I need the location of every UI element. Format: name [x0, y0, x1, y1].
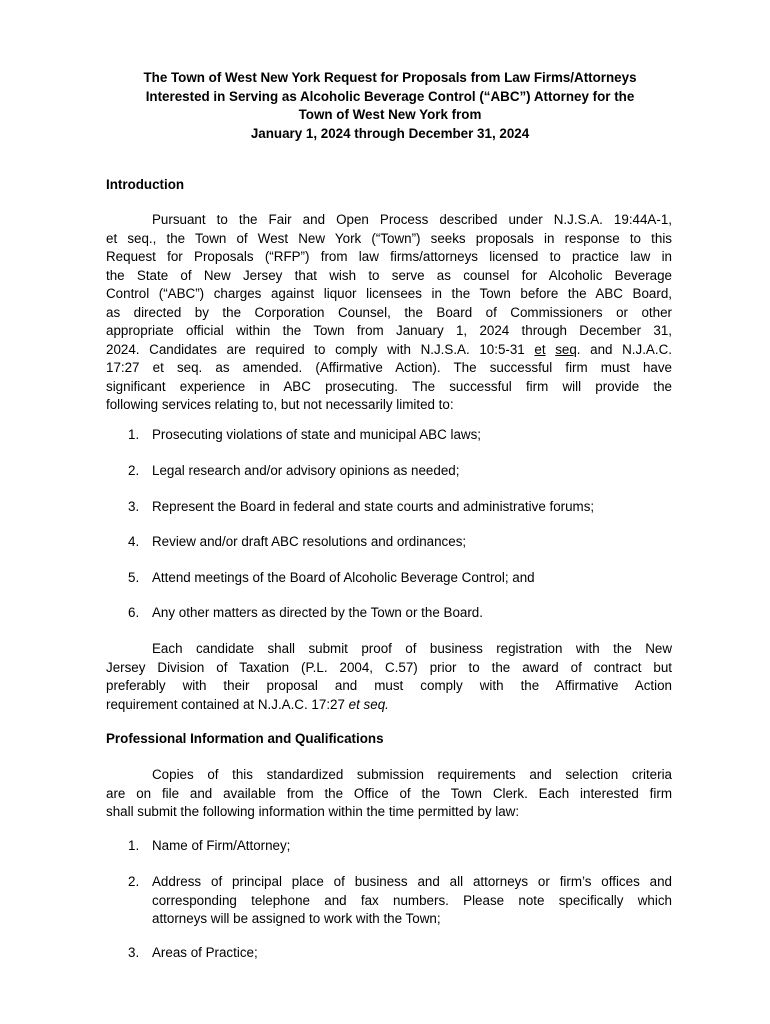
text-segment: requirement contained at N.J.A.C. 17:27 — [106, 696, 345, 712]
paragraph-line: shall submit the following information within the time permitted by law: — [106, 804, 520, 819]
paragraph-line: following services relating to, but not necessarily limited to: — [106, 397, 454, 412]
paragraph-line: appropriate official within the Town from January 1, 2024 through December 31, — [106, 323, 672, 338]
text-segment: . and N.J.A.C. — [576, 341, 672, 357]
list-number: 3. — [128, 499, 140, 514]
list-text — [152, 837, 672, 856]
list-text: Attend meetings of the Board of Alcoholic Beverage Control; and — [152, 570, 535, 585]
list-number: 1. — [128, 427, 140, 442]
list-text: Represent the Board in federal and state courts and administrative forums; — [152, 499, 595, 514]
list-text: Legal research and/or advisory opinions as needed; — [152, 463, 460, 478]
list-number: 4. — [128, 534, 140, 549]
list-number: 3. — [128, 945, 140, 960]
list-text: Prosecuting violations of state and municipal ABC laws; — [152, 427, 481, 442]
underlined-seq: seq — [555, 341, 577, 357]
professional-heading: Professional Information and Qualifications — [106, 731, 384, 746]
paragraph-line-mixed — [106, 696, 672, 715]
list-text: Review and/or draft ABC resolutions and ordinances; — [152, 534, 467, 549]
title-line-3: Town of West New York from — [298, 107, 482, 123]
paragraph-line: the State of New Jersey that wish to serve as counsel for Alcoholic Beverage — [106, 267, 672, 283]
list-number: 2. — [128, 874, 140, 889]
list-text-line: Name of Firm/Attorney; — [152, 838, 291, 853]
paragraph-line: as directed by the Corporation Counsel, the Board of Commissioners or other — [106, 304, 672, 320]
paragraph-line: Copies of this standardized submission requirements and selection criteria — [152, 767, 672, 782]
introduction-heading: Introduction — [106, 177, 185, 192]
paragraph-line: Each candidate shall submit proof of business registration with the New — [152, 641, 672, 656]
paragraph-line: et seq., the Town of West New York (“Town”) seeks proposals in response to this — [106, 230, 672, 246]
list-text-line: Address of principal place of business and all attorneys or firm’s offices and — [152, 874, 672, 889]
title-line-4: January 1, 2024 through December 31, 2024 — [250, 125, 530, 141]
italic-et-seq: et seq. — [348, 696, 389, 712]
list-text — [152, 873, 672, 929]
list-text: Any other matters as directed by the Town or the Board. — [152, 605, 483, 620]
list-text-line: attorneys will be assigned to work with the Town; — [152, 911, 441, 926]
paragraph-line: Jersey Division of Taxation (P.L. 2004, C.57) prior to the award of contract but — [106, 659, 672, 675]
list-text-line: corresponding telephone and fax numbers. Please note specifically which — [152, 892, 672, 908]
title-line-1: The Town of West New York Request for Proposals from Law Firms/Attorneys — [143, 70, 637, 85]
list-number: 1. — [128, 838, 140, 853]
paragraph-line: Control (“ABC”) charges against liquor licensees in the Town before the ABC Board, — [106, 286, 672, 301]
paragraph-line: 17:27 et seq. as amended. (Affirmative Action). The successful firm must have — [106, 360, 672, 375]
list-number: 5. — [128, 570, 140, 585]
list-text — [152, 944, 672, 963]
professional-paragraph — [106, 766, 672, 822]
title-line-2: Interested in Serving as Alcoholic Beverage Control (“ABC”) Attorney for the — [145, 88, 635, 104]
underlined-et: et — [534, 341, 546, 357]
introduction-paragraph — [106, 211, 672, 415]
paragraph-line: preferably with their proposal and must comply with the Affirmative Action — [106, 678, 672, 693]
paragraph-line-mixed — [106, 341, 672, 360]
document-title — [100, 69, 680, 143]
paragraph-line: Request for Proposals (“RFP”) from law firms/attorneys licensed to practice law in — [106, 249, 672, 264]
list-number: 2. — [128, 463, 140, 478]
text-segment: 2024. Candidates are required to comply with N.J.S.A. 10:5-31 — [106, 341, 525, 357]
paragraph-line: Pursuant to the Fair and Open Process described under N.J.S.A. 19:44A-1, — [152, 212, 672, 227]
list-text-line: Areas of Practice; — [152, 945, 258, 960]
list-number: 6. — [128, 605, 140, 620]
registration-paragraph — [106, 640, 672, 714]
paragraph-line: are on file and available from the Office of the Town Clerk. Each interested firm — [106, 785, 672, 801]
paragraph-line: significant experience in ABC prosecuting. The successful firm will provide the — [106, 378, 672, 394]
